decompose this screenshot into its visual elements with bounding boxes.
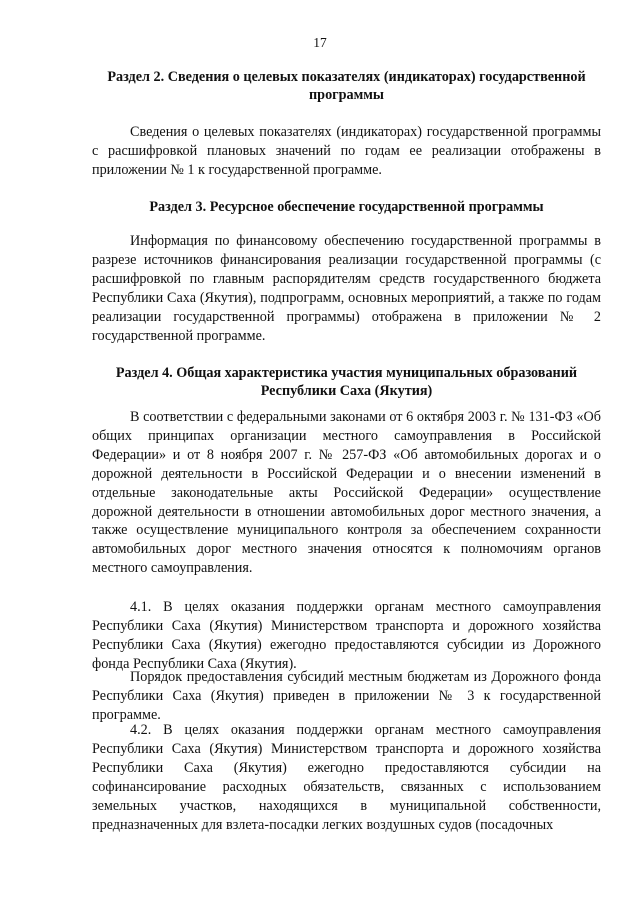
section-4-heading: Раздел 4. Общая характеристика участия муниципальных образований Республики Саха (Якутия) <box>115 365 578 399</box>
section-2-heading: Раздел 2. Сведения о целевых показателях (индикаторах) государственной программы <box>107 69 586 103</box>
section-4-paragraph-4-2: 4.2. В целях оказания поддержки органам местного самоуправления Республики Саха (Якутия) Министерством транспорта и дорожного хозяйства Республики Саха (Якутия) ежегодно предоставляются субсидии на софинансирование расходных обязательств, связанных с использованием земельных участков, находящихся в муниципальной собственности, предназначенных для взлета-посадки легких воздушных судов (посадочных <box>92 722 601 833</box>
section-4-paragraph-4-1: 4.1. В целях оказания поддержки органам местного самоуправления Республики Саха (Якутия) Министерством транспорта и дорожного хозяйства Республики Саха (Якутия) ежегодно предоставляются субсидии из Дорожного фонда Республики Саха (Якутия). <box>92 599 601 672</box>
section-4-paragraph-procedure: Порядок предоставления субсидий местным бюджетам из Дорожного фонда Республики Саха (Якутия) приведен в приложении № 3 к государственной программе. <box>92 669 601 723</box>
page-number: 17 <box>313 35 327 50</box>
section-3-heading: Раздел 3. Ресурсное обеспечение государственной программы <box>149 199 544 215</box>
section-3-paragraph: Информация по финансовому обеспечению государственной программы в разрезе источников финансирования реализации государственной программы (с расшифровкой по главным распорядителям средств государственного бюджета Республики Саха (Якутия), подпрограмм, основных мероприятий, а также по годам реализации государственной программы) отображена в приложении № 2 государственной программе. <box>92 233 601 344</box>
section-4-paragraph-intro: В соответствии с федеральными законами от 6 октября 2003 г. № 131-ФЗ «Об общих принципах организации местного самоуправления в Российской Федерации» и от 8 ноября 2007 г. № 257-ФЗ «Об автомобильных дорогах и о дорожной деятельности в Российской Федерации и о внесении изменений в отдельные законодательные акты Российской Федерации» осуществление дорожной деятельности в отношении автомобильных дорог местного значения, а также осуществление муниципального контроля за обеспечением сохранности автомобильных дорог местного значения относятся к полномочиям органов местного самоуправления. <box>92 409 601 577</box>
section-2-paragraph: Сведения о целевых показателях (индикаторах) государственной программы с расшифровкой плановых значений по годам ее реализации отображены в приложении № 1 к государственной программе. <box>92 124 601 178</box>
